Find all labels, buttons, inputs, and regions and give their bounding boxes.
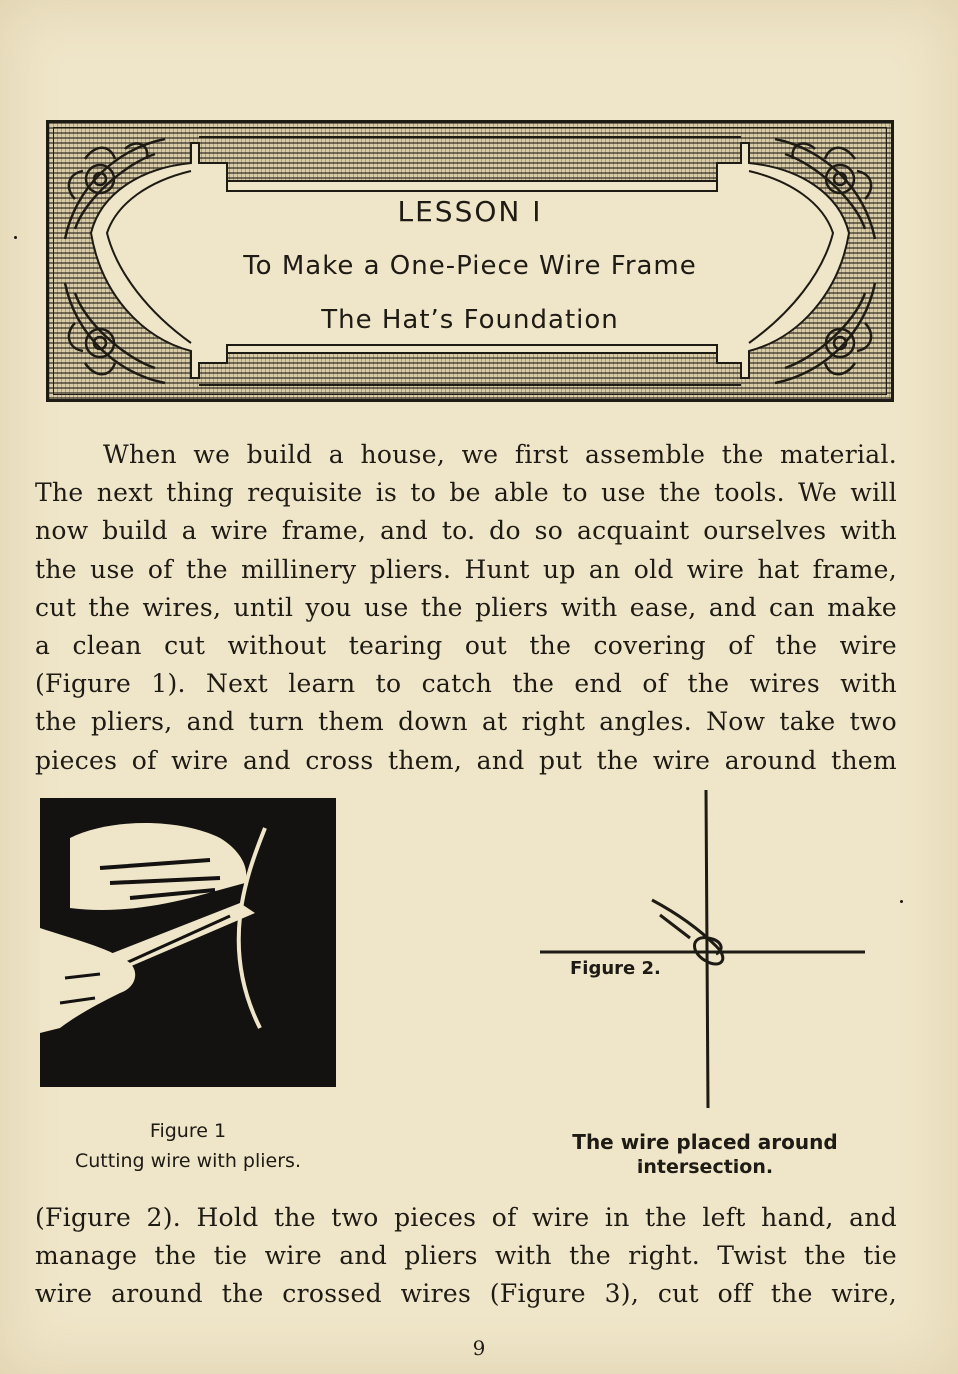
page-number: 9 bbox=[472, 1336, 486, 1360]
text-line: cut the wires, until you use the pliers with ease, and can make bbox=[35, 592, 897, 622]
lesson-subtitle: The Hat’s Foundation bbox=[321, 305, 619, 335]
lesson-title: To Make a One-Piece Wire Frame bbox=[243, 251, 697, 281]
figure-1-caption: Cutting wire with pliers. bbox=[75, 1150, 301, 1172]
figure-1-illustration bbox=[40, 798, 336, 1087]
text-line: pieces of wire and cross them, and put the wire around them bbox=[35, 745, 897, 775]
text-line: When we build a house, we first assemble the material. bbox=[103, 440, 897, 469]
figure-2-caption-line-2: intersection. bbox=[636, 1156, 774, 1178]
figure-2-inline-label: Figure 2. bbox=[570, 958, 661, 979]
text-line: now build a wire frame, and to. do so acquaint ourselves with bbox=[35, 516, 897, 546]
text-line: manage the tie wire and pliers with the right. Twist the tie bbox=[35, 1241, 897, 1271]
figure-1-label: Figure 1 bbox=[149, 1120, 227, 1142]
print-speck bbox=[14, 236, 17, 239]
lesson-header-frame bbox=[46, 120, 894, 402]
text-line: (Figure 2). Hold the two pieces of wire in the left hand, and bbox=[35, 1203, 897, 1232]
figure-2-caption-line-1: The wire placed around bbox=[572, 1130, 838, 1154]
text-line: the pliers, and turn them down at right angles. Now take two bbox=[35, 707, 897, 737]
text-line: the use of the millinery pliers. Hunt up an old wire hat frame, bbox=[35, 554, 897, 584]
crossed-wire-diagram-icon bbox=[540, 790, 870, 1110]
text-line: (Figure 1). Next learn to catch the end of the wires with bbox=[35, 669, 897, 699]
print-speck bbox=[900, 900, 903, 903]
body-paragraph-2 bbox=[35, 1199, 897, 1314]
figure-2-diagram bbox=[540, 790, 870, 1110]
body-paragraph-1 bbox=[35, 436, 897, 780]
lesson-number-heading: LESSON I bbox=[397, 195, 543, 228]
text-line: The next thing requisite is to be able to use the tools. We will bbox=[35, 478, 897, 508]
text-line: wire around the crossed wires (Figure 3), cut off the wire, bbox=[35, 1279, 897, 1309]
hand-pliers-icon bbox=[40, 798, 336, 1087]
text-line: a clean cut without tearing out the covering of the wire bbox=[35, 631, 897, 661]
